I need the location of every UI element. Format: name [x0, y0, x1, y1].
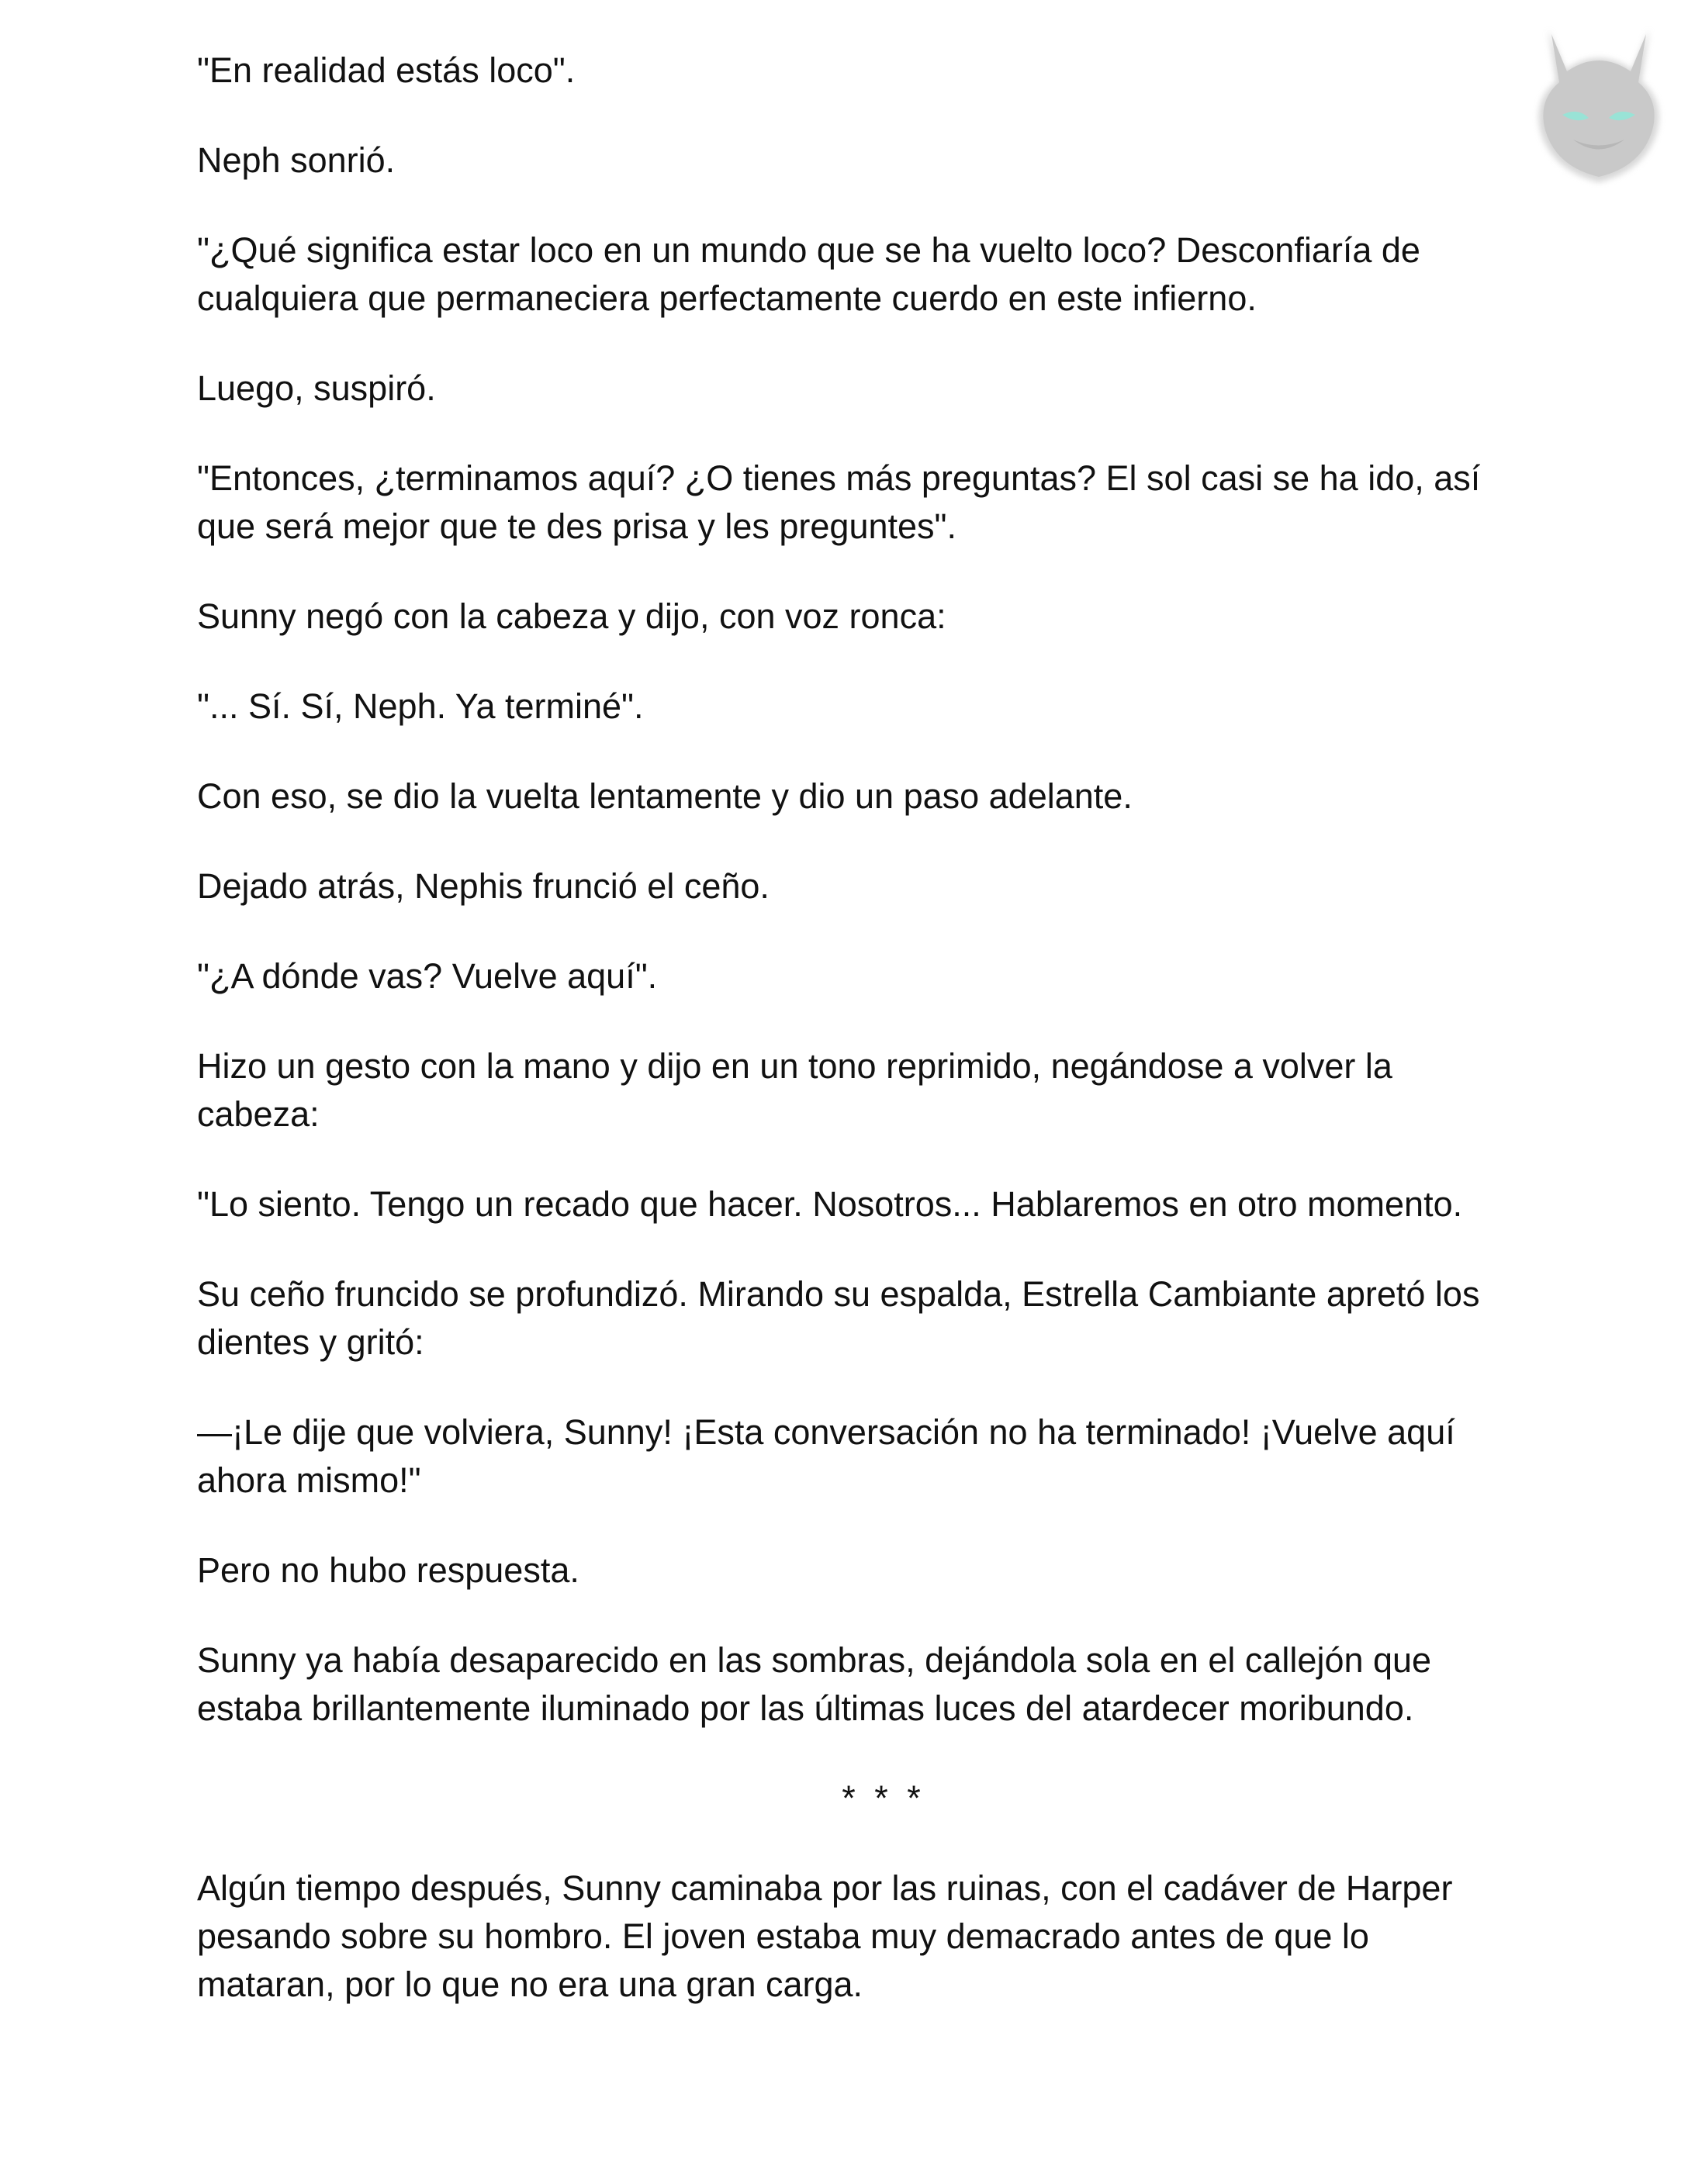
closing-paragraph: Algún tiempo después, Sunny caminaba por las ruinas, con el cadáver de Harper pesando sobre su hombro. El joven estaba muy demacrado antes de que lo mataran, por lo que no era una gran carga. — [197, 1868, 1453, 2004]
paragraph: Hizo un gesto con la mano y dijo en un tono reprimido, negándose a volver la cabeza: — [197, 1046, 1392, 1134]
paragraph: "En realidad estás loco". — [197, 50, 576, 90]
paragraph: "¿Qué significa estar loco en un mundo que se ha vuelto loco? Desconfiaría de cualquiera que permaneciera perfectamente cuerdo en este infierno. — [197, 230, 1420, 318]
paragraph: —¡Le dije que volviera, Sunny! ¡Esta conversación no ha terminado! ¡Vuelve aquí ahora mismo!" — [197, 1412, 1455, 1500]
paragraph: "Entonces, ¿terminamos aquí? ¿O tienes más preguntas? El sol casi se ha ido, así que será mejor que te des prisa y les preguntes". — [197, 458, 1481, 546]
paragraph: Dejado atrás, Nephis frunció el ceño. — [197, 866, 770, 906]
paragraph: Sunny negó con la cabeza y dijo, con voz ronca: — [197, 596, 946, 636]
paragraph: "¿A dónde vas? Vuelve aquí". — [197, 956, 658, 996]
document-body — [197, 47, 1500, 2051]
paragraph: Luego, suspiró. — [197, 368, 436, 408]
paragraph: Pero no hubo respuesta. — [197, 1550, 579, 1590]
paragraph: Neph sonrió. — [197, 140, 396, 180]
demon-head-logo-icon — [1525, 16, 1672, 190]
paragraph: "... Sí. Sí, Neph. Ya terminé". — [197, 686, 644, 726]
paragraph: "Lo siento. Tengo un recado que hacer. Nosotros... Hablaremos en otro momento. — [197, 1184, 1463, 1224]
scene-separator: * * * — [842, 1778, 925, 1818]
paragraph: Su ceño fruncido se profundizó. Mirando su espalda, Estrella Cambiante apretó los dientes y gritó: — [197, 1274, 1480, 1362]
paragraph: Sunny ya había desaparecido en las sombras, dejándola sola en el callejón que estaba brillantemente iluminado por las últimas luces del atardecer moribundo. — [197, 1640, 1432, 1728]
paragraph: Con eso, se dio la vuelta lentamente y dio un paso adelante. — [197, 776, 1133, 816]
